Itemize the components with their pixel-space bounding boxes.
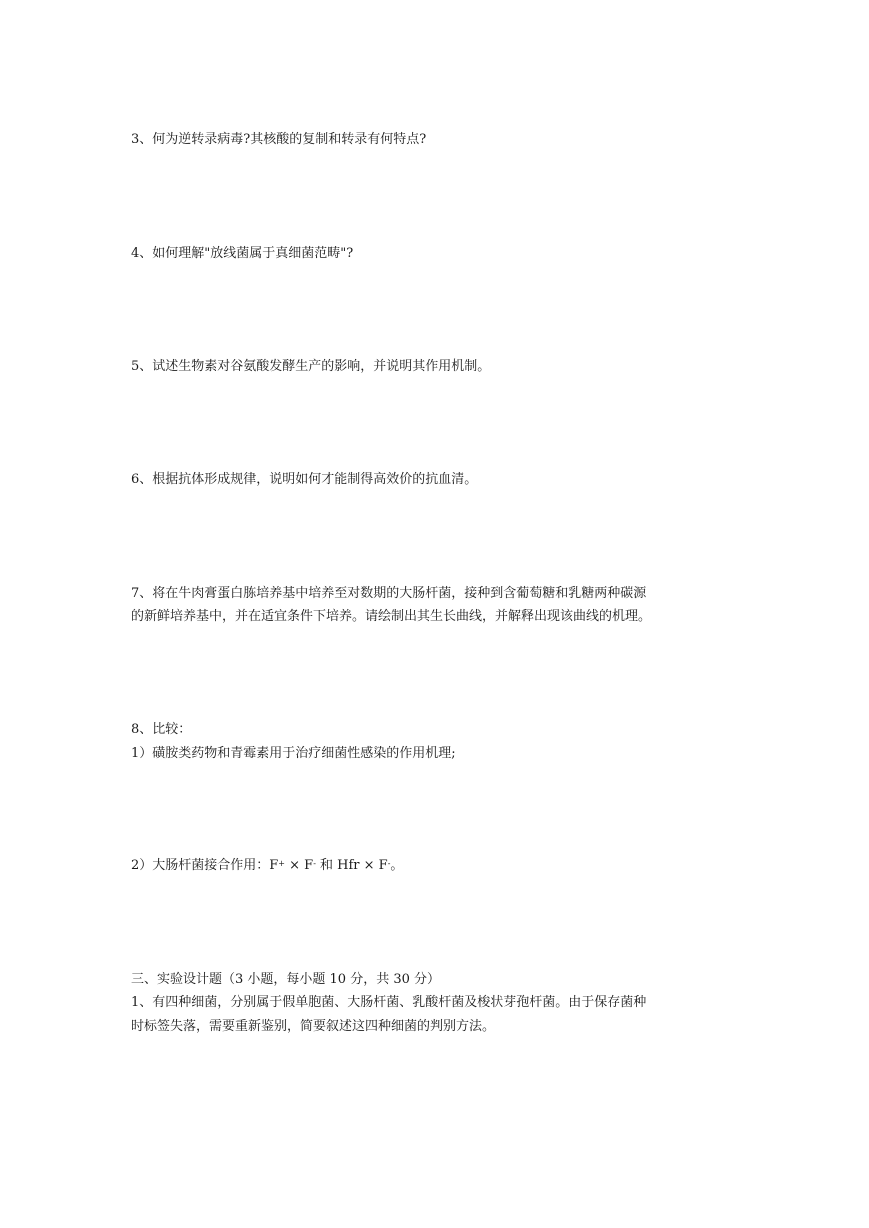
question-5: 5、试述生物素对谷氨酸发酵生产的影响，并说明其作用机制。 <box>131 359 491 374</box>
question-8-title: 8、比较： <box>131 722 192 737</box>
f-plus-superscript: + <box>278 859 285 868</box>
question-6: 6、根据抗体形成规律，说明如何才能制得高效价的抗血清。 <box>131 472 478 487</box>
f-minus-superscript-2: - <box>387 859 391 868</box>
question-7-line-1: 7、将在牛肉膏蛋白胨培养基中培养至对数期的大肠杆菌，接种到含葡萄糖和乳糖两种碳源 <box>131 586 647 601</box>
question-4: 4、如何理解"放线菌属于真细菌范畴"? <box>131 246 354 261</box>
sub-2-mid-1: × F <box>285 858 314 873</box>
question-8-sub-1: 1）磺胺类药物和青霉素用于治疗细菌性感染的作用机理; <box>131 746 456 761</box>
sub-2-mid-2: 和 Hfr × F <box>315 858 388 873</box>
sub-2-suffix: 。 <box>390 858 404 873</box>
section-3-question-1-line-2: 时标签失落，需要重新鉴别，简要叙述这四种细菌的判别方法。 <box>131 1019 496 1034</box>
sub-2-prefix: 2）大肠杆菌接合作用：F <box>131 858 279 873</box>
question-8-sub-2 <box>131 857 403 875</box>
section-3-question-1-line-1: 1、有四种细菌，分别属于假单胞菌、大肠杆菌、乳酸杆菌及梭状芽孢杆菌。由于保存菌种 <box>131 995 647 1010</box>
question-7-line-2: 的新鲜培养基中，并在适宜条件下培养。请绘制出其生长曲线，并解释出现该曲线的机理。 <box>131 609 652 624</box>
f-minus-superscript: - <box>313 859 316 868</box>
section-3-heading: 三、实验设计题（3 小题，每小题 10 分，共 30 分） <box>131 972 441 987</box>
question-3: 3、何为逆转录病毒?其核酸的复制和转录有何特点? <box>131 132 427 147</box>
